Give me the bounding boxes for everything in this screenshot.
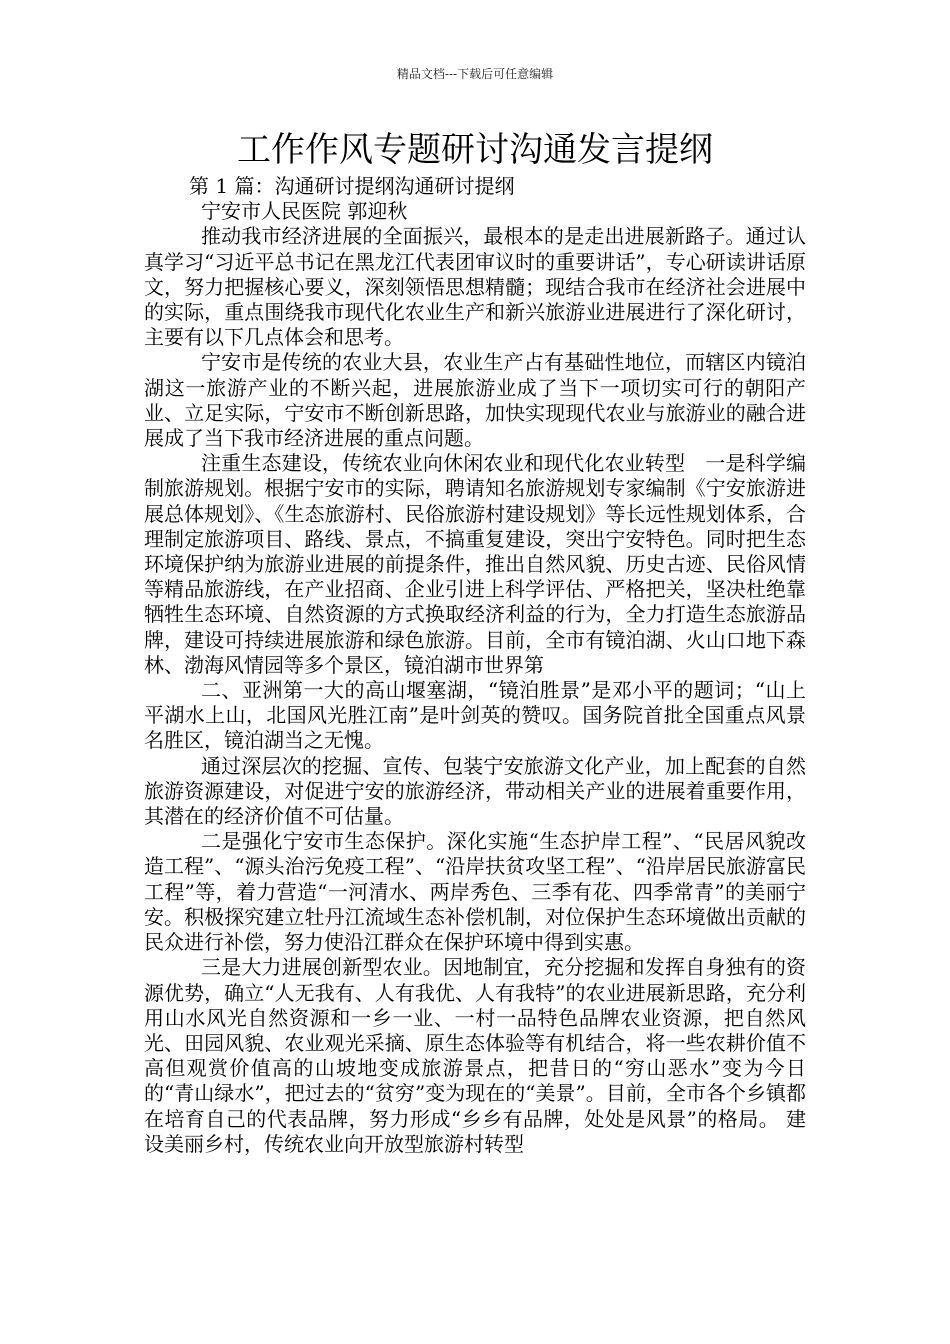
paragraph: 注重生态建设，传统农业向休闲农业和现代化农业转型 一是科学编制旅游规划。根据宁安市的实际，聘请知名旅游规划专家编制《宁安旅游进展总体规划》、《生态旅游村、民俗旅游村建设规划》等长远性规划体系，合理制定旅游项目、路线、景点，不搞重复建设，突出宁安特色。同时把生态环境保护纳为旅游业进展的前提条件，推出自然风貌、历史古迹、民俗风情等精品旅游线，在产业招商、企业引进上科学评估、严格把关，坚决杜绝靠牺牲生态环境、自然资源的方式换取经济利益的行为，全力打造生态旅游品牌，建设可持续进展旅游和绿色旅游。目前，全市有镜泊湖、火山口地下森林、渤海风情园等多个景区，镜泊湖市世界第: [144, 451, 806, 677]
document-title: 工作作风专题研讨沟通发言提纲: [237, 130, 713, 170]
document-body: [144, 174, 806, 1157]
paragraph: 二、亚洲第一大的高山堰塞湖，“镜泊胜景”是邓小平的题词；“山上平湖水上山，北国风光胜江南”是叶剑英的赞叹。国务院首批全国重点风景名胜区，镜泊湖当之无愧。: [144, 678, 806, 753]
paragraph: 二是强化宁安市生态保护。深化实施“生态护岸工程”、“民居风貌改造工程”、“源头治污免疫工程”、“沿岸扶贫攻坚工程”、“沿岸居民旅游富民工程”等，着力营造“一河清水、两岸秀色、三季有花、四季常青”的美丽宁安。积极探究建立牡丹江流域生态补偿机制，对位保护生态环境做出贡献的民众进行补偿，努力使沿江群众在保护环境中得到实惠。: [144, 829, 806, 955]
header-note: 精品文档---下载后可任意编辑: [396, 67, 554, 81]
paragraph: 通过深层次的挖掘、宣传、包装宁安旅游文化产业，加上配套的自然旅游资源建设，对促进宁安的旅游经济，带动相关产业的进展着重要作用，其潜在的经济价值不可估量。: [144, 753, 806, 829]
paragraph: 三是大力进展创新型农业。因地制宜，充分挖掘和发挥自身独有的资源优势，确立“人无我有、人有我优、人有我特”的农业进展新思路，充分利用山水风光自然资源和一乡一业、一村一品特色品牌农业资源，把自然风光、田园风貌、农业观光采摘、原生态体验等有机结合，将一些农耕价值不高但观赏价值高的山坡地变成旅游景点，把昔日的“穷山恶水”变为今日的“青山绿水”，把过去的“贫穷”变为现在的“美景”。目前，全市各个乡镇都在培育自己的代表品牌，努力形成“乡乡有品牌，处处是风景”的格局。 建设美丽乡村，传统农业向开放型旅游村转型: [144, 955, 806, 1156]
subtitle: 第 1 篇：沟通研讨提纲沟通研讨提纲: [189, 174, 515, 198]
paragraph: 宁安市是传统的农业大县，农业生产占有基础性地位，而辖区内镜泊湖这一旅游产业的不断兴起，进展旅游业成了当下一项切实可行的朝阳产业、立足实际，宁安市不断创新思路，加快实现现代农业与旅游业的融合进展成了当下我市经济进展的重点问题。: [144, 350, 806, 451]
paragraph: 推动我市经济进展的全面振兴，最根本的是走出进展新路子。通过认真学习“习近平总书记在黑龙江代表团审议时的重要讲话”，专心研读讲话原文，努力把握核心要义，深刻领悟思想精髓；现结合我市在经济社会进展中的实际，重点围绕我市现代化农业生产和新兴旅游业进展进行了深化研讨，主要有以下几点体会和思考。: [144, 224, 806, 350]
author-line: 宁安市人民医院 郭迎秋: [201, 199, 408, 224]
